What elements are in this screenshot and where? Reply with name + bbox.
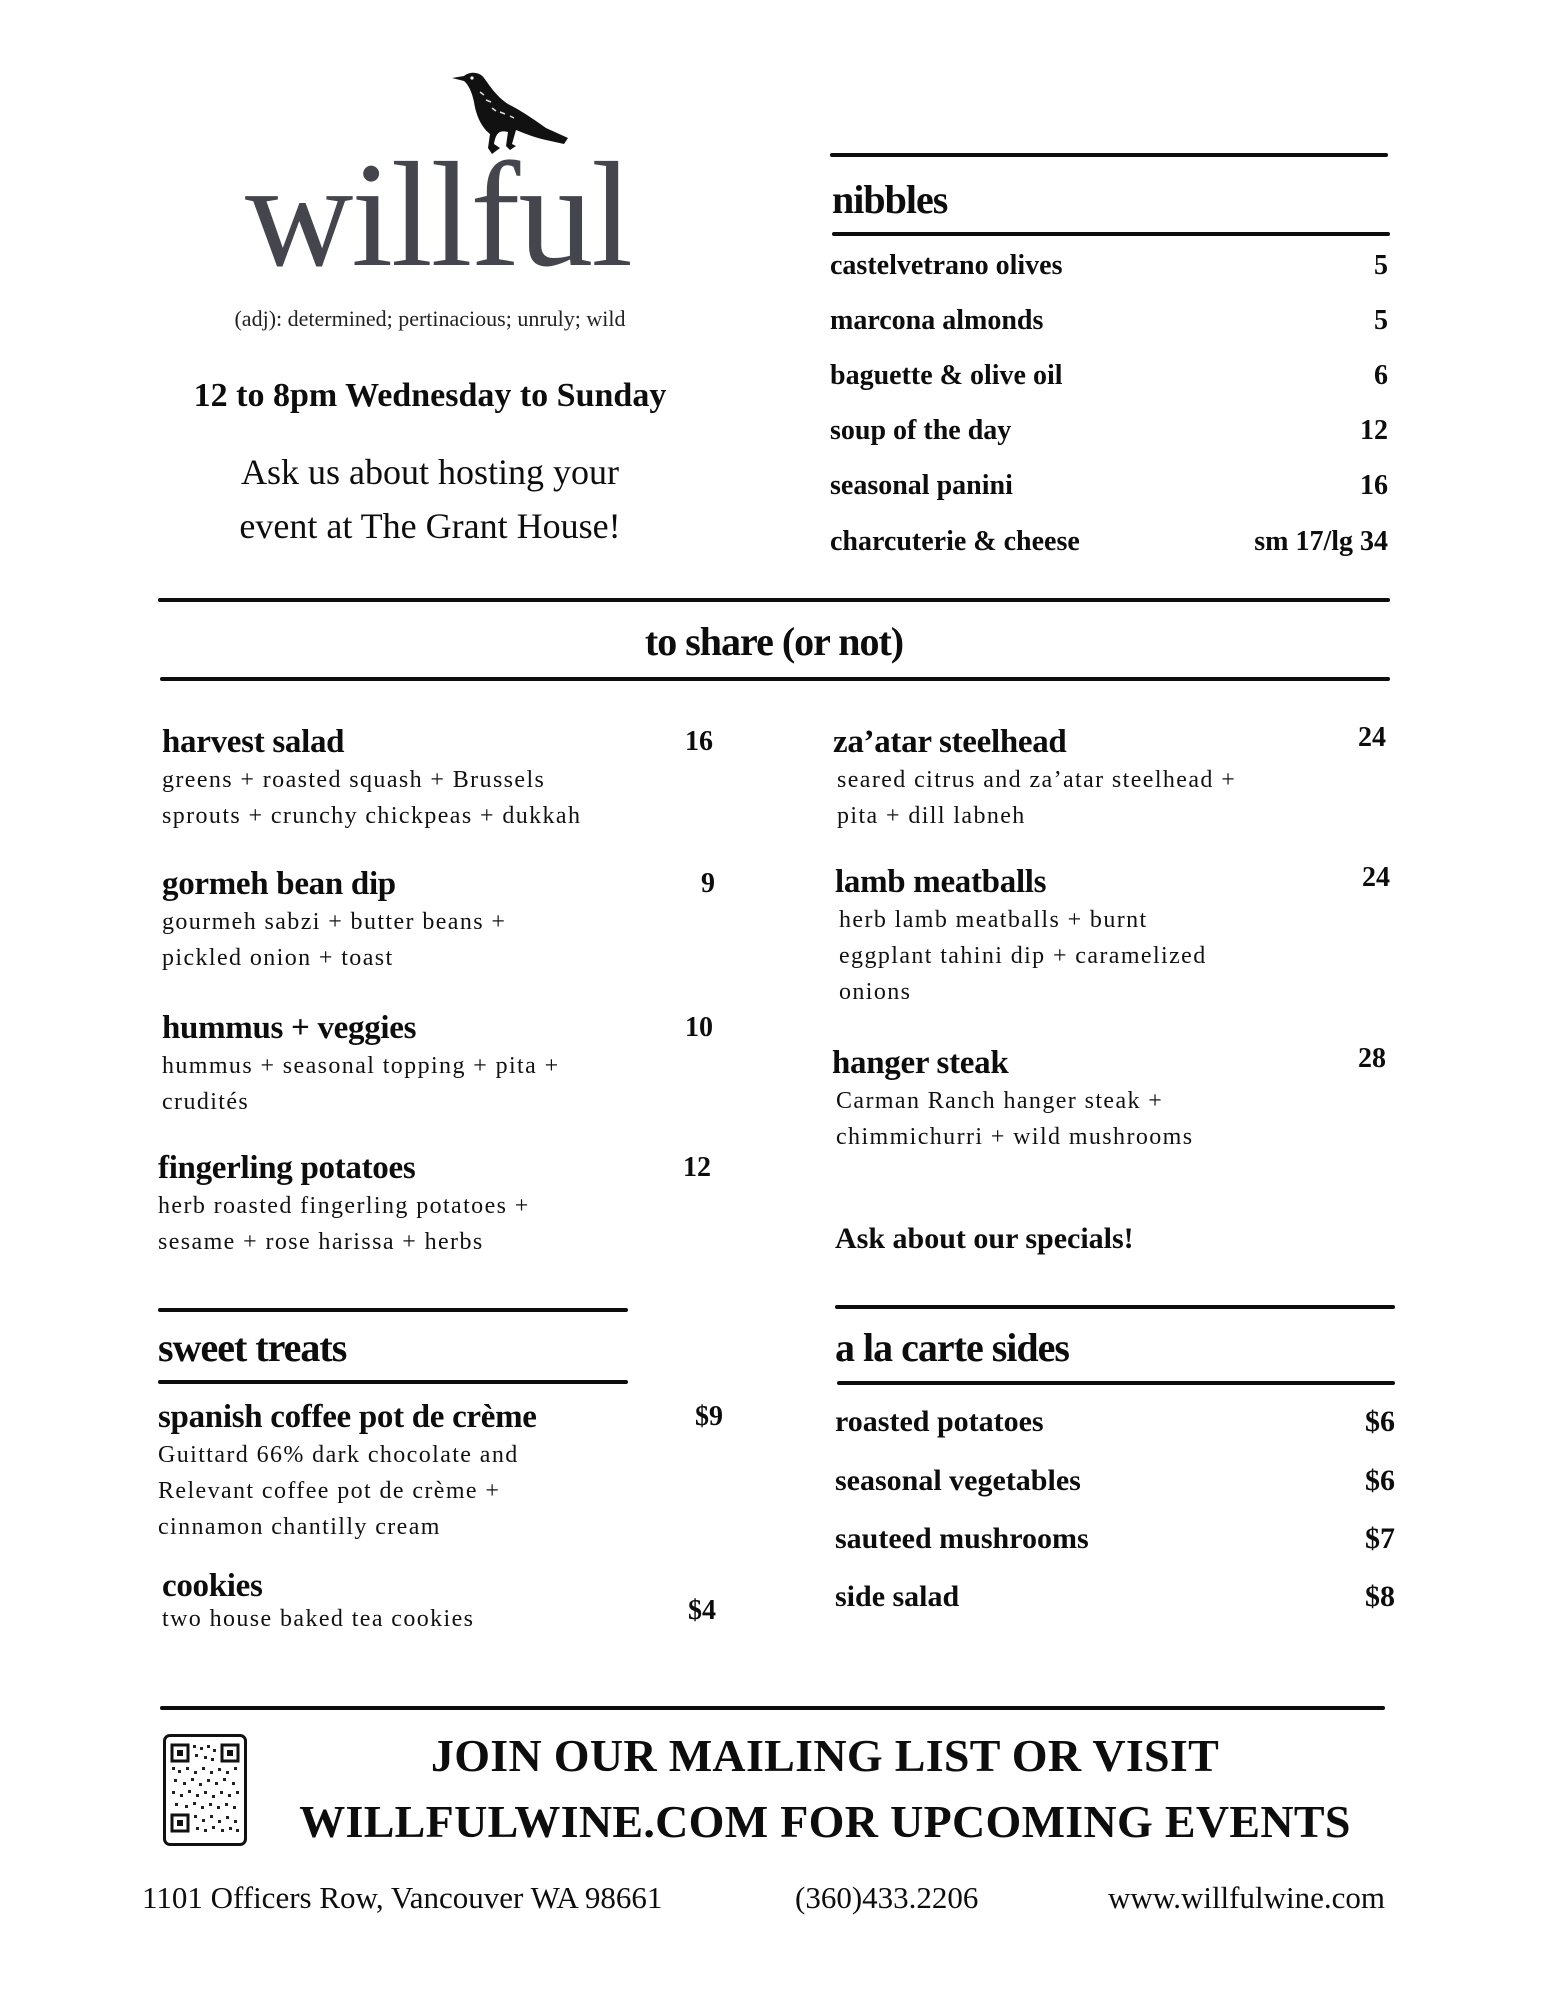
item-price: 12 (683, 1152, 711, 1183)
item-desc: onions (839, 979, 912, 1005)
item-name: cookies (162, 1568, 263, 1604)
divider (830, 153, 1388, 157)
item-name: hanger steak (832, 1045, 1009, 1081)
tagline: (adj): determined; pertinacious; unruly; wild (234, 306, 626, 331)
item-desc: sprouts + crunchy chickpeas + dukkah (162, 803, 582, 829)
phone-number[interactable]: (360)433.2206 (795, 1880, 979, 1915)
menu-item (158, 1397, 678, 1545)
item-price: 5 (1374, 250, 1388, 281)
menu-item (830, 301, 1388, 341)
item-desc: herb roasted fingerling potatoes + (158, 1193, 530, 1219)
host-line-1: Ask us about hosting your (241, 452, 619, 492)
item-desc: eggplant tahini dip + caramelized (839, 943, 1207, 969)
menu-item (830, 522, 1388, 562)
qr-code-icon[interactable] (163, 1734, 247, 1846)
menu-item (830, 356, 1388, 396)
divider (158, 1380, 628, 1384)
section-title-nibbles: nibbles (832, 177, 948, 222)
menu-item (830, 246, 1388, 286)
divider (158, 598, 1390, 602)
logo-wordmark: willful (245, 132, 631, 298)
item-price: 28 (1358, 1043, 1386, 1074)
item-desc: Relevant coffee pot de crème + (158, 1478, 501, 1504)
divider (158, 1308, 628, 1312)
item-name: za’atar steelhead (833, 724, 1067, 760)
menu-item (162, 722, 722, 834)
item-desc: cinnamon chantilly cream (158, 1514, 441, 1540)
item-price: 12 (1360, 415, 1388, 446)
opening-hours: 12 to 8pm Wednesday to Sunday (193, 377, 667, 414)
item-price: 24 (1362, 862, 1390, 893)
menu-item (158, 1148, 718, 1260)
item-price: $6 (1365, 1464, 1395, 1497)
divider (160, 677, 1390, 681)
item-name: sauteed mushrooms (835, 1522, 1089, 1555)
item-name: gormeh bean dip (162, 866, 396, 902)
item-price: 9 (701, 868, 715, 899)
menu-item (835, 1519, 1395, 1559)
item-name: seasonal panini (830, 470, 1013, 501)
item-price: 16 (1360, 470, 1388, 501)
item-desc: seared citrus and za’atar steelhead + (837, 767, 1237, 793)
item-price: $7 (1365, 1522, 1395, 1555)
item-price: $8 (1365, 1580, 1395, 1613)
menu-item (830, 411, 1388, 451)
item-name: castelvetrano olives (830, 250, 1063, 281)
item-desc: greens + roasted squash + Brussels (162, 767, 546, 793)
divider (835, 1305, 1395, 1309)
item-desc: two house baked tea cookies (162, 1606, 475, 1632)
website-link[interactable]: www.willfulwine.com (1108, 1880, 1385, 1915)
divider (832, 232, 1390, 236)
address: 1101 Officers Row, Vancouver WA 98661 (142, 1880, 663, 1915)
item-name: marcona almonds (830, 305, 1044, 336)
item-desc: hummus + seasonal topping + pita + (162, 1053, 560, 1079)
menu-item (162, 1008, 722, 1120)
section-title-to-share: to share (or not) (644, 619, 904, 664)
item-desc: herb lamb meatballs + burnt (839, 907, 1148, 933)
specials-note: Ask about our specials! (835, 1222, 1134, 1255)
item-price: 5 (1374, 305, 1388, 336)
item-price: $9 (695, 1401, 723, 1432)
host-line-2: event at The Grant House! (239, 506, 621, 546)
mailing-list-cta-line-2: WILLFULWINE.COM FOR UPCOMING EVENTS (299, 1796, 1351, 1847)
menu-item (835, 1461, 1395, 1501)
item-desc: gourmeh sabzi + butter beans + (162, 909, 507, 935)
item-name: harvest salad (162, 724, 345, 760)
event-hosting-note (150, 445, 710, 553)
menu-item (835, 862, 1355, 1010)
item-desc: chimmichurri + wild mushrooms (836, 1124, 1194, 1150)
section-title-sides: a la carte sides (835, 1325, 1069, 1370)
item-desc: Carman Ranch hanger steak + (836, 1088, 1164, 1114)
item-name: lamb meatballs (835, 864, 1047, 900)
item-name: roasted potatoes (835, 1405, 1044, 1438)
item-desc: pita + dill labneh (837, 803, 1026, 829)
menu-item (830, 466, 1388, 506)
mailing-list-cta-line-1: JOIN OUR MAILING LIST OR VISIT (430, 1730, 1220, 1781)
item-price: sm 17/lg 34 (1254, 526, 1388, 557)
item-desc: sesame + rose harissa + herbs (158, 1229, 484, 1255)
divider (160, 1706, 1385, 1710)
section-title-sweet-treats: sweet treats (158, 1325, 347, 1370)
item-name: soup of the day (830, 415, 1012, 446)
item-desc: Guittard 66% dark chocolate and (158, 1442, 519, 1468)
menu-item (835, 1577, 1395, 1617)
item-name: seasonal vegetables (835, 1464, 1081, 1497)
menu-item (833, 722, 1353, 834)
item-price: 16 (685, 726, 713, 757)
item-desc: crudités (162, 1089, 250, 1115)
item-name: fingerling potatoes (158, 1150, 416, 1186)
menu-item (162, 864, 722, 976)
item-price: $4 (688, 1595, 716, 1626)
menu-item (832, 1043, 1352, 1155)
item-price: 6 (1374, 360, 1388, 391)
menu-item (835, 1402, 1395, 1442)
item-price: 24 (1358, 722, 1386, 753)
item-name: spanish coffee pot de crème (158, 1399, 537, 1435)
item-price: $6 (1365, 1405, 1395, 1438)
item-name: baguette & olive oil (830, 360, 1063, 391)
item-name: side salad (835, 1580, 960, 1613)
item-desc: pickled onion + toast (162, 945, 394, 971)
item-name: charcuterie & cheese (830, 526, 1080, 557)
menu-item (162, 1568, 682, 1634)
divider (837, 1381, 1395, 1385)
item-name: hummus + veggies (162, 1010, 417, 1046)
item-price: 10 (685, 1012, 713, 1043)
